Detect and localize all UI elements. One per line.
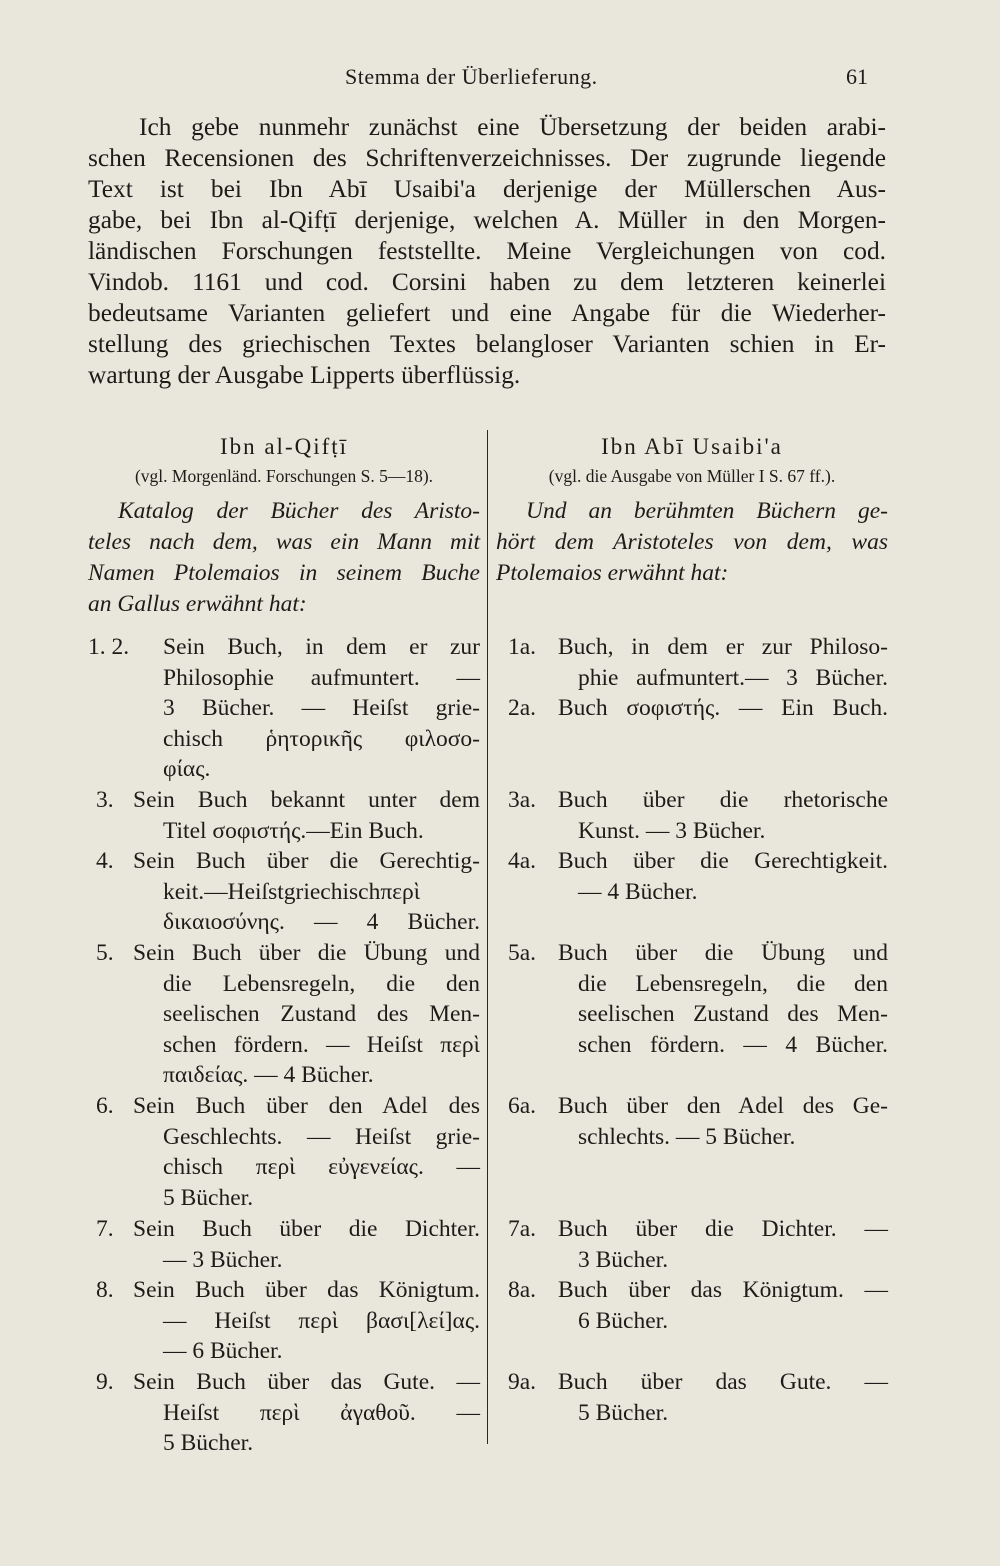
heading-line: Und an berühmten Büchern ge- <box>526 498 888 524</box>
entry-number: 3. <box>96 787 114 813</box>
entry-line: Buch über den Adel des Ge- <box>558 1093 888 1119</box>
left-entry-1-2 <box>88 632 480 785</box>
entry-line: — 3 Bücher. <box>163 1246 283 1273</box>
entry-line: die Lebensregeln, die den <box>578 970 888 997</box>
entry-line: keit.—Heiſstgriechischπερὶ <box>163 878 421 905</box>
running-head-title: Stemma der Überlieferung. <box>345 64 598 89</box>
entry-line: Sein Buch über die Übung und <box>133 940 480 966</box>
heading-line: teles nach dem, was ein Mann mit <box>88 529 480 555</box>
left-entry-6 <box>88 1091 480 1213</box>
entry-line: 3 Bücher. — Heiſst grie- <box>163 695 480 722</box>
intro-line: gabe, bei Ibn al-Qifṭī derjenige, welchen A. Müller in den Morgen- <box>88 206 886 234</box>
entry-line: Buch über die Dichter. — <box>558 1216 888 1242</box>
right-entry-2a <box>496 693 888 724</box>
intro-line: bedeutsame Varianten geliefert und eine Angabe für die Wiederher- <box>88 299 886 327</box>
entry-line: die Lebensregeln, die den <box>163 970 480 997</box>
right-column-reference: (vgl. die Ausgabe von Müller I S. 67 ff.). <box>548 466 836 486</box>
entry-line: 5 Bücher. <box>163 1184 254 1211</box>
entry-line: schlechts. — 5 Bücher. <box>578 1123 796 1150</box>
column-divider <box>487 430 488 1444</box>
entry-line: 5 Bücher. <box>163 1430 254 1457</box>
entry-line: — Heiſst περὶ βασι[λεί]ας. <box>163 1307 480 1334</box>
entry-line: Buch über die Übung und <box>558 940 888 966</box>
entry-line: Buch über die rhetorische <box>558 787 888 813</box>
right-entry-4a <box>496 846 888 907</box>
right-column-heading <box>496 496 888 589</box>
left-entry-5 <box>88 938 480 1091</box>
entry-line: schen fördern. — 4 Bücher. <box>578 1031 888 1058</box>
right-column <box>496 432 888 1426</box>
entry-line: Geschlechts. — Heiſst grie- <box>163 1123 480 1150</box>
entry-line: Sein Buch über die Gerechtig- <box>133 848 480 874</box>
entry-number: 9. <box>96 1369 114 1395</box>
entry-line: — 4 Bücher. <box>578 878 698 905</box>
entry-line: seelischen Zustand des Men- <box>578 1001 888 1028</box>
heading-line: Namen Ptolemaios in seinem Buche <box>88 560 480 586</box>
intro-line: stellung des griechischen Textes belangloser Varianten schien in Er- <box>88 330 886 358</box>
entry-line: phie aufmuntert.— 3 Bücher. <box>578 664 888 691</box>
left-column-reference: (vgl. Morgenländ. Forschungen S. 5—18). <box>134 466 434 486</box>
page-number: 61 <box>846 64 868 89</box>
entry-number: 5. <box>96 940 114 966</box>
left-entry-8 <box>88 1275 480 1367</box>
entry-number: 2a. <box>508 695 537 721</box>
entry-number: 8. <box>96 1277 114 1303</box>
entry-number: 1. 2. <box>88 634 130 660</box>
intro-paragraph <box>88 112 886 391</box>
entry-line: 6 Bücher. <box>578 1307 669 1334</box>
entry-line: schen fördern. — Heiſst περὶ <box>163 1031 480 1058</box>
entry-line: Kunst. — 3 Bücher. <box>578 817 766 844</box>
left-entry-4 <box>88 846 480 938</box>
intro-line: schen Recensionen des Schriftenverzeichnisses. Der zugrunde liegende <box>88 144 886 172</box>
left-column <box>88 432 480 1457</box>
intro-line: ländischen Forschungen feststellte. Meine Vergleichungen von cod. <box>88 237 886 265</box>
entry-number: 3a. <box>508 787 537 813</box>
entry-line: Titel σοφιστής.—Ein Buch. <box>163 817 424 844</box>
entry-line: Heiſst περὶ ἀγαθοῦ. — <box>163 1399 480 1426</box>
entry-line: Buch, in dem er zur Philoso- <box>558 634 888 660</box>
entry-line: 3 Bücher. <box>578 1246 669 1273</box>
entry-line: seelischen Zustand des Men- <box>163 1001 480 1028</box>
entry-number: 7. <box>96 1216 114 1242</box>
entry-number: 1a. <box>508 634 537 660</box>
entry-line: δικαιοσύνης. — 4 Bücher. <box>163 909 480 936</box>
entry-line: Buch über die Gerechtigkeit. <box>558 848 888 874</box>
entry-line: Buch über das Gute. — <box>558 1369 888 1395</box>
entry-number: 8a. <box>508 1277 537 1303</box>
intro-line: Text ist bei Ibn Abī Usaibi'a derjenige der Müllerschen Aus- <box>88 175 886 203</box>
entry-line: chisch περὶ εὐγενείας. — <box>163 1154 480 1181</box>
heading-line: Katalog der Bücher des Aristo- <box>118 498 480 524</box>
entry-line: Sein Buch über das Königtum. <box>133 1277 480 1303</box>
heading-line: Ptolemaios erwähnt hat: <box>496 560 729 586</box>
left-column-heading <box>88 496 480 620</box>
entry-line: Sein Buch über den Adel des <box>133 1093 480 1119</box>
entry-number: 6. <box>96 1093 114 1119</box>
right-column-author: Ibn Abī Usaibi'a <box>601 434 783 459</box>
right-entry-8a <box>496 1275 888 1336</box>
left-entry-9 <box>88 1367 480 1459</box>
entry-number: 6a. <box>508 1093 537 1119</box>
heading-line: an Gallus erwähnt hat: <box>88 591 307 617</box>
entry-number: 4a. <box>508 848 537 874</box>
intro-line: Vindob. 1161 und cod. Corsini haben zu dem letzteren keinerlei <box>88 268 886 296</box>
entry-line: παιδείας. — 4 Bücher. <box>163 1062 374 1089</box>
right-entry-1a <box>496 632 888 693</box>
heading-line: hört dem Aristoteles von dem, was <box>496 529 888 555</box>
entry-line: chisch ῥητορικῆς φιλοσο- <box>163 725 480 752</box>
entry-number: 9a. <box>508 1369 537 1395</box>
entry-number: 7a. <box>508 1216 537 1242</box>
left-entry-3 <box>88 785 480 846</box>
intro-line: wartung der Ausgabe Lipperts überflüssig. <box>88 361 521 389</box>
entry-number: 4. <box>96 848 114 874</box>
entry-line: 5 Bücher. <box>578 1399 669 1426</box>
entry-line: — 6 Bücher. <box>163 1338 283 1365</box>
right-entry-5a <box>496 938 888 1060</box>
entry-line: φίας. <box>163 756 211 783</box>
entry-number: 5a. <box>508 940 537 966</box>
entry-line: Buch über das Königtum. — <box>558 1277 888 1303</box>
entry-line: Sein Buch über das Gute. — <box>133 1369 480 1395</box>
right-entry-7a <box>496 1214 888 1275</box>
entry-line: Philosophie aufmuntert. — <box>163 664 480 691</box>
right-entry-9a <box>496 1367 888 1428</box>
entry-line: Buch σοφιστής. — Ein Buch. <box>558 695 888 721</box>
right-entry-6a <box>496 1091 888 1152</box>
intro-line: Ich gebe nunmehr zunächst eine Übersetzung der beiden arabi- <box>139 113 886 141</box>
entry-line: Sein Buch bekannt unter dem <box>133 787 480 813</box>
running-head <box>0 60 1000 96</box>
entry-line: Sein Buch, in dem er zur <box>163 634 480 660</box>
left-column-author: Ibn al-Qifṭī <box>219 434 349 459</box>
right-entry-3a <box>496 785 888 846</box>
left-entry-7 <box>88 1214 480 1275</box>
entry-line: Sein Buch über die Dichter. <box>133 1216 480 1242</box>
